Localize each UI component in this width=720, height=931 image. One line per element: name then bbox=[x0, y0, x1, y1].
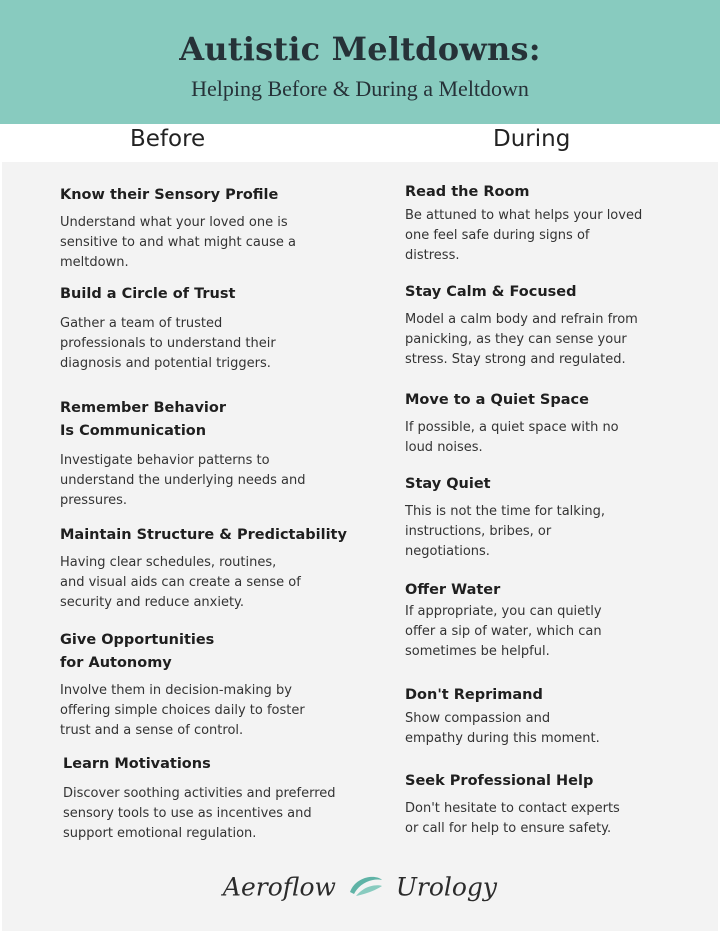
item-body-line: empathy during this moment. bbox=[405, 731, 600, 746]
column-heading-during: During bbox=[493, 126, 571, 152]
item-body-line: diagnosis and potential triggers. bbox=[60, 356, 271, 371]
item-body-line: sometimes be helpful. bbox=[405, 644, 550, 659]
item-body-line: one feel safe during signs of bbox=[405, 228, 590, 243]
header-banner bbox=[0, 0, 720, 124]
item-title: Stay Quiet bbox=[405, 476, 491, 492]
item-body-line: Understand what your loved one is bbox=[60, 215, 288, 230]
aeroflow-swoosh-icon bbox=[346, 872, 386, 906]
item-title: Remember Behavior bbox=[60, 400, 226, 416]
item-body-line: trust and a sense of control. bbox=[60, 723, 244, 738]
item-title: Offer Water bbox=[405, 582, 501, 598]
item-body-line: and visual aids can create a sense of bbox=[60, 575, 301, 590]
item-title: Give Opportunities bbox=[60, 632, 215, 648]
item-body-line: offer a sip of water, which can bbox=[405, 624, 602, 639]
item-body-line: Show compassion and bbox=[405, 711, 551, 726]
during-item-read-the-room bbox=[405, 181, 690, 266]
brand-name-right: Urology bbox=[395, 872, 498, 902]
item-title-line2: Is Communication bbox=[60, 423, 207, 439]
item-body-line: distress. bbox=[405, 248, 460, 263]
item-title-line2: for Autonomy bbox=[60, 655, 172, 671]
item-body-line: Model a calm body and refrain from bbox=[405, 312, 638, 327]
before-item-learn-motivations bbox=[63, 753, 363, 844]
item-body-line: Having clear schedules, routines, bbox=[60, 555, 277, 570]
item-body-line: loud noises. bbox=[405, 440, 483, 455]
during-item-stay-calm bbox=[405, 281, 690, 370]
item-title: Seek Professional Help bbox=[405, 773, 594, 789]
item-body-line: If possible, a quiet space with no bbox=[405, 420, 619, 435]
item-body-line: Investigate behavior patterns to bbox=[60, 453, 270, 468]
item-body-line: Gather a team of trusted bbox=[60, 316, 223, 331]
item-body-line: If appropriate, you can quietly bbox=[405, 604, 602, 619]
item-body-line: offering simple choices daily to foster bbox=[60, 703, 305, 718]
item-body-line: panicking, as they can sense your bbox=[405, 332, 627, 347]
during-item-offer-water bbox=[405, 579, 690, 662]
item-title: Know their Sensory Profile bbox=[60, 187, 279, 203]
item-title: Maintain Structure & Predictability bbox=[60, 527, 347, 543]
brand-name-left: Aeroflow bbox=[222, 872, 336, 902]
item-body-line: pressures. bbox=[60, 493, 128, 508]
brand-logo bbox=[0, 872, 720, 906]
item-body-line: negotiations. bbox=[405, 544, 490, 559]
item-body-line: This is not the time for talking, bbox=[405, 504, 606, 519]
item-body-line: support emotional regulation. bbox=[63, 826, 257, 841]
before-item-circle-of-trust bbox=[60, 283, 360, 374]
before-item-behavior-communication bbox=[60, 397, 360, 511]
before-item-opportunities-autonomy bbox=[60, 629, 360, 741]
item-body-line: instructions, bribes, or bbox=[405, 524, 552, 539]
item-body-line: Be attuned to what helps your loved bbox=[405, 208, 643, 223]
item-title: Move to a Quiet Space bbox=[405, 392, 589, 408]
item-title: Read the Room bbox=[405, 184, 530, 200]
item-body-line: professionals to understand their bbox=[60, 336, 276, 351]
item-title: Learn Motivations bbox=[63, 756, 211, 772]
during-item-professional-help bbox=[405, 770, 690, 839]
column-heading-before: Before bbox=[130, 126, 206, 152]
item-body-line: security and reduce anxiety. bbox=[60, 595, 245, 610]
item-body-line: Discover soothing activities and preferred bbox=[63, 786, 336, 801]
item-title: Stay Calm & Focused bbox=[405, 284, 577, 300]
during-item-quiet-space bbox=[405, 389, 690, 458]
during-item-dont-reprimand bbox=[405, 684, 690, 749]
page-title: Autistic Meltdowns: bbox=[179, 30, 541, 68]
item-body-line: sensitive to and what might cause a bbox=[60, 235, 296, 250]
page-subtitle: Helping Before & During a Meltdown bbox=[191, 76, 529, 101]
item-body-line: stress. Stay strong and regulated. bbox=[405, 352, 626, 367]
item-body-line: meltdown. bbox=[60, 255, 129, 270]
item-title: Build a Circle of Trust bbox=[60, 286, 236, 302]
during-item-stay-quiet bbox=[405, 473, 690, 562]
item-body-line: Involve them in decision-making by bbox=[60, 683, 292, 698]
item-body-line: understand the underlying needs and bbox=[60, 473, 306, 488]
before-item-structure-predictability bbox=[60, 524, 360, 613]
item-body-line: sensory tools to use as incentives and bbox=[63, 806, 312, 821]
item-body-line: or call for help to ensure safety. bbox=[405, 821, 612, 836]
before-item-sensory-profile bbox=[60, 184, 360, 273]
item-body-line: Don't hesitate to contact experts bbox=[405, 801, 620, 816]
item-title: Don't Reprimand bbox=[405, 687, 543, 703]
